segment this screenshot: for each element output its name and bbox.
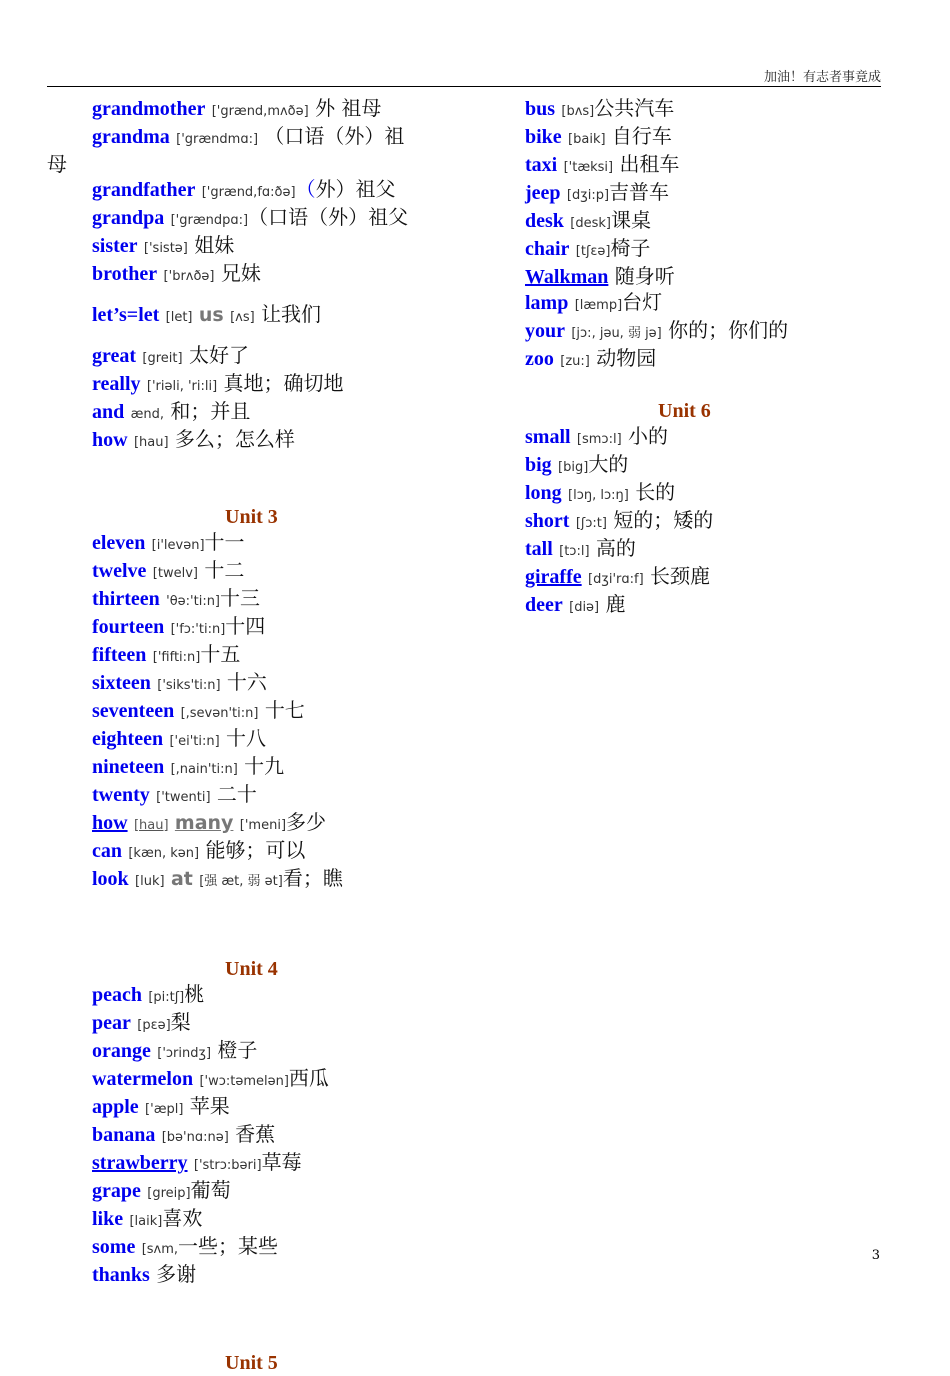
vocab-meaning: 看；瞧 — [282, 866, 343, 890]
vocab-phonetic: [ʃɔ:t] — [575, 516, 607, 531]
vocab-meaning: 课桌 — [610, 208, 651, 232]
vocab-meaning: 鹿 — [605, 592, 626, 616]
vocab-meaning: 长的 — [635, 480, 676, 504]
vocab-entry — [525, 236, 905, 264]
vocab-word: look — [92, 868, 129, 890]
vocab-entry — [47, 558, 447, 586]
vocab-word: like — [92, 1208, 124, 1230]
vocab-meaning: 十九 — [244, 754, 285, 778]
vocab-meaning: 外）祖父 — [315, 177, 396, 201]
vocab-meaning: 十三 — [220, 586, 261, 610]
vocab-meaning: 让我们 — [261, 302, 322, 326]
vocab-entry — [47, 530, 447, 558]
vocab-entry — [47, 1038, 447, 1066]
vocab-meaning: 十一 — [204, 530, 245, 554]
vocab-phonetic: ['strɔ:bəri] — [193, 1158, 262, 1173]
vocab-meaning: 多谢 — [156, 1262, 197, 1286]
vocab-entry — [47, 726, 447, 754]
vocab-meaning: 你的；你们的 — [668, 318, 789, 342]
vocab-meaning: 和；并且 — [170, 399, 251, 423]
vocab-phonetic: [tɔ:l] — [559, 544, 590, 559]
vocab-entry — [47, 96, 447, 124]
vocab-phonetic: [bʌs] — [561, 104, 595, 119]
vocab-meaning: 随身听 — [614, 264, 675, 288]
vocab-meaning: （口语（外）祖 — [264, 124, 405, 148]
vocab-word: tall — [525, 538, 553, 560]
vocab-word: bus — [525, 98, 556, 120]
vocab-word: really — [92, 373, 141, 395]
unit-6-title: Unit 6 — [658, 400, 711, 422]
vocab-phonetic: ['ɔrindʒ] — [157, 1046, 212, 1061]
vocab-phonetic: ['æpl] — [145, 1102, 184, 1117]
vocab-word: desk — [525, 210, 564, 232]
vocab-phonetic: [greit] — [142, 351, 183, 366]
vocab-phonetic: [ʌs] — [230, 310, 255, 325]
vocab-entry — [47, 343, 447, 371]
vocab-phonetic: [i'levən] — [151, 538, 205, 553]
vocab-entry — [525, 152, 905, 180]
page-header-text: 加油！有志者事竟成 — [763, 70, 881, 85]
vocab-entry — [525, 290, 905, 318]
vocab-word: eighteen — [92, 728, 164, 750]
vocab-entry — [525, 346, 905, 374]
vocab-phonetic: [smɔ:l] — [576, 432, 622, 447]
vocab-entry — [47, 124, 447, 177]
vocab-phonetic: ['sistə] — [143, 241, 188, 256]
vocab-phonetic: [lɔŋ, lɔ:ŋ] — [568, 488, 629, 503]
vocab-meaning: 台灯 — [622, 290, 663, 314]
vocab-word: twelve — [92, 560, 147, 582]
vocab-phonetic: ['twenti] — [156, 790, 211, 805]
vocab-word: banana — [92, 1124, 156, 1146]
vocab-word: jeep — [525, 182, 561, 204]
vocab-meaning: 外 祖母 — [315, 96, 382, 120]
vocab-entry — [47, 982, 447, 1010]
vocab-word: pear — [92, 1012, 131, 1034]
vocab-entry — [47, 866, 447, 894]
vocab-meaning: 兄妹 — [220, 261, 261, 285]
vocab-entry — [525, 592, 905, 620]
unit-5-title: Unit 5 — [225, 1352, 278, 1374]
vocab-phonetic: [sʌm, — [141, 1242, 179, 1257]
vocab-word-secondary: us — [198, 304, 224, 326]
vocab-entry — [47, 1262, 447, 1288]
vocab-entry — [47, 427, 447, 455]
vocab-entry — [47, 302, 447, 330]
vocab-phonetic: ['siks'ti:n] — [157, 678, 221, 693]
vocab-phonetic: ['grænd,fɑ:ðə] — [201, 185, 296, 200]
vocab-meaning: 十七 — [264, 698, 305, 722]
unit-4-title: Unit 4 — [225, 958, 278, 980]
vocab-entry — [47, 1094, 447, 1122]
vocab-entry — [47, 1122, 447, 1150]
vocab-word: peach — [92, 984, 142, 1006]
vocab-entry — [47, 205, 447, 233]
vocab-meaning: 长颈鹿 — [650, 564, 711, 588]
vocab-meaning: 真地；确切地 — [223, 371, 344, 395]
vocab-word: seventeen — [92, 700, 175, 722]
page-number: 3 — [871, 1248, 880, 1263]
vocab-entry — [525, 264, 905, 290]
vocab-meaning: 椅子 — [610, 236, 651, 260]
vocab-phonetic: [luk] — [135, 874, 165, 889]
vocab-entry — [47, 810, 447, 838]
vocab-meaning: 能够；可以 — [205, 838, 306, 862]
vocab-phonetic: [tʃεə] — [575, 244, 611, 259]
vocab-meaning: 十五 — [200, 642, 241, 666]
vocab-meaning-paren: （ — [295, 177, 316, 201]
left-column — [47, 96, 447, 1376]
vocab-word: let’s=let — [92, 304, 160, 326]
vocab-entry — [47, 1150, 447, 1178]
vocab-phonetic: [desk] — [570, 216, 611, 231]
vocab-entry — [47, 586, 447, 614]
vocab-word: fourteen — [92, 616, 165, 638]
vocab-word: big — [525, 454, 552, 476]
vocab-word: grape — [92, 1180, 141, 1202]
vocab-word: and — [92, 401, 125, 423]
vocab-entry — [47, 1066, 447, 1094]
vocab-phonetic: [kæn, kən] — [128, 846, 200, 861]
vocab-entry — [47, 838, 447, 866]
vocab-phonetic: [,nain'ti:n] — [170, 762, 238, 777]
vocab-meaning: 苹果 — [189, 1094, 230, 1118]
vocab-word: great — [92, 345, 137, 367]
vocab-entry — [47, 1206, 447, 1234]
vocab-meaning: 梨 — [170, 1010, 191, 1034]
vocab-word: some — [92, 1236, 136, 1258]
vocab-phonetic: [bə'nɑ:nə] — [161, 1130, 229, 1145]
vocab-meaning-continued: 母 — [47, 152, 67, 176]
vocab-meaning: 高的 — [595, 536, 636, 560]
vocab-meaning: 动物园 — [596, 346, 657, 370]
vocab-meaning: 橙子 — [217, 1038, 258, 1062]
vocab-phonetic: [dʒi'rɑ:f] — [588, 572, 644, 587]
vocab-word-link[interactable]: giraffe — [525, 566, 582, 588]
vocab-meaning: 短的；矮的 — [613, 508, 714, 532]
vocab-meaning: 太好了 — [188, 343, 249, 367]
vocab-meaning: 喜欢 — [162, 1206, 203, 1230]
vocab-meaning: 十二 — [204, 558, 245, 582]
vocab-word: grandpa — [92, 207, 165, 229]
vocab-meaning: 十四 — [225, 614, 266, 638]
vocab-meaning: 多么；怎么样 — [174, 427, 295, 451]
vocab-phonetic: ['grændmɑ:] — [176, 132, 259, 147]
vocab-entry — [47, 642, 447, 670]
vocab-word-link[interactable]: how — [92, 812, 128, 834]
vocab-meaning: 姐妹 — [194, 233, 235, 257]
vocab-entry — [525, 318, 905, 346]
vocab-entry — [47, 399, 447, 427]
vocab-word: watermelon — [92, 1068, 194, 1090]
vocab-word: eleven — [92, 532, 146, 554]
vocab-word: how — [92, 429, 128, 451]
unit-3-title: Unit 3 — [225, 506, 278, 528]
vocab-phonetic: [,sevən'ti:n] — [180, 706, 259, 721]
vocab-phonetic: [dʒi:p] — [566, 188, 610, 203]
vocab-phonetic: [twelv] — [152, 566, 198, 581]
vocab-meaning: 西瓜 — [288, 1066, 329, 1090]
vocab-meaning: 桃 — [184, 982, 205, 1006]
vocab-entry — [47, 261, 447, 289]
vocab-entry — [525, 424, 905, 452]
vocab-entry — [47, 233, 447, 261]
vocab-word: brother — [92, 263, 158, 285]
vocab-word-link[interactable]: Walkman — [525, 266, 609, 288]
vocab-word: thirteen — [92, 588, 160, 610]
vocab-word: chair — [525, 238, 570, 260]
vocab-phonetic: [pεə] — [137, 1018, 171, 1033]
vocab-meaning: 小的 — [628, 424, 668, 448]
vocab-word-secondary: at — [170, 868, 193, 890]
vocab-entry — [47, 177, 447, 205]
vocab-word: your — [525, 320, 565, 342]
vocab-meaning: 自行车 — [611, 124, 672, 148]
vocab-phonetic: [hau] — [133, 818, 169, 833]
vocab-phonetic: 'θə:'ti:n] — [166, 594, 221, 609]
vocab-word-secondary: many — [174, 812, 234, 834]
vocab-entry — [525, 208, 905, 236]
vocab-phonetic: ['ei'ti:n] — [169, 734, 220, 749]
vocab-phonetic: [zu:] — [560, 354, 590, 369]
vocab-word: can — [92, 840, 122, 862]
vocab-phonetic: ['wɔ:təmelən] — [199, 1074, 289, 1089]
vocab-word: grandmother — [92, 98, 206, 120]
vocab-word: orange — [92, 1040, 151, 1062]
vocab-phonetic: ['fɔ:'ti:n] — [170, 622, 226, 637]
right-column — [525, 96, 905, 620]
vocab-entry — [47, 1010, 447, 1038]
vocab-phonetic: [diə] — [569, 600, 600, 615]
vocab-word: fifteen — [92, 644, 147, 666]
vocab-phonetic: [let] — [165, 310, 193, 325]
vocab-word: thanks — [92, 1264, 150, 1286]
vocab-word: bike — [525, 126, 562, 148]
vocab-entry — [525, 536, 905, 564]
vocab-phonetic: ['grændpɑ:] — [170, 213, 249, 228]
header-divider — [47, 86, 881, 87]
vocab-word-link[interactable]: strawberry — [92, 1152, 188, 1174]
vocab-phonetic: ænd, — [130, 407, 164, 422]
vocab-entry — [47, 754, 447, 782]
vocab-phonetic: ['meni] — [239, 818, 287, 833]
vocab-word: sister — [92, 235, 138, 257]
vocab-entry — [525, 96, 905, 124]
vocab-meaning: 草莓 — [261, 1150, 302, 1174]
vocab-meaning: 一些；某些 — [178, 1234, 279, 1258]
vocab-entry — [47, 1178, 447, 1206]
vocab-word: zoo — [525, 348, 554, 370]
vocab-word: taxi — [525, 154, 558, 176]
vocab-entry — [525, 124, 905, 152]
vocab-phonetic: [baik] — [568, 132, 606, 147]
vocab-entry — [525, 452, 905, 480]
vocab-entry — [47, 1234, 447, 1262]
vocab-phonetic: ['tæksi] — [563, 160, 614, 175]
vocab-meaning: 香蕉 — [235, 1122, 276, 1146]
vocab-phonetic: [jɔ:, jəu, 弱 jə] — [571, 326, 662, 341]
vocab-phonetic: [læmp] — [574, 298, 623, 313]
vocab-meaning: 大的 — [588, 452, 629, 476]
vocab-word: grandfather — [92, 179, 196, 201]
vocab-phonetic: ['grænd,mʌðə] — [211, 104, 309, 119]
vocab-word: twenty — [92, 784, 150, 806]
vocab-meaning: 十六 — [226, 670, 267, 694]
vocab-phonetic: [pi:tʃ] — [148, 990, 185, 1005]
vocab-meaning: 公共汽车 — [594, 96, 675, 120]
vocab-word: nineteen — [92, 756, 165, 778]
vocab-word: long — [525, 482, 562, 504]
vocab-entry — [525, 480, 905, 508]
vocab-entry — [47, 614, 447, 642]
vocab-word: sixteen — [92, 672, 151, 694]
vocab-meaning: （口语（外）祖父 — [248, 205, 409, 229]
vocab-entry — [47, 698, 447, 726]
vocab-phonetic: [greip] — [147, 1186, 191, 1201]
vocab-entry — [525, 180, 905, 208]
vocab-entry — [47, 782, 447, 810]
vocab-phonetic: [强 æt, 弱 ət] — [199, 874, 283, 889]
vocab-word: small — [525, 426, 571, 448]
vocab-entry — [47, 371, 447, 399]
vocab-meaning: 多少 — [286, 810, 327, 834]
vocab-word: short — [525, 510, 570, 532]
vocab-meaning: 十八 — [226, 726, 267, 750]
vocab-word: grandma — [92, 126, 170, 148]
vocab-meaning: 出租车 — [619, 152, 680, 176]
vocab-phonetic: [hau] — [133, 435, 169, 450]
vocab-meaning: 葡萄 — [190, 1178, 231, 1202]
vocab-meaning: 吉普车 — [609, 180, 670, 204]
vocab-entry — [525, 564, 905, 592]
vocab-entry — [47, 670, 447, 698]
vocab-phonetic: ['riəli, 'ri:li] — [146, 379, 218, 394]
vocab-phonetic: ['fifti:n] — [152, 650, 201, 665]
vocab-meaning: 二十 — [216, 782, 257, 806]
vocab-word: deer — [525, 594, 563, 616]
vocab-word: apple — [92, 1096, 139, 1118]
vocab-phonetic: [big] — [558, 460, 589, 475]
vocab-phonetic: ['brʌðə] — [163, 269, 215, 284]
vocab-word: lamp — [525, 292, 569, 314]
vocab-entry — [525, 508, 905, 536]
vocab-phonetic: [laik] — [129, 1214, 163, 1229]
